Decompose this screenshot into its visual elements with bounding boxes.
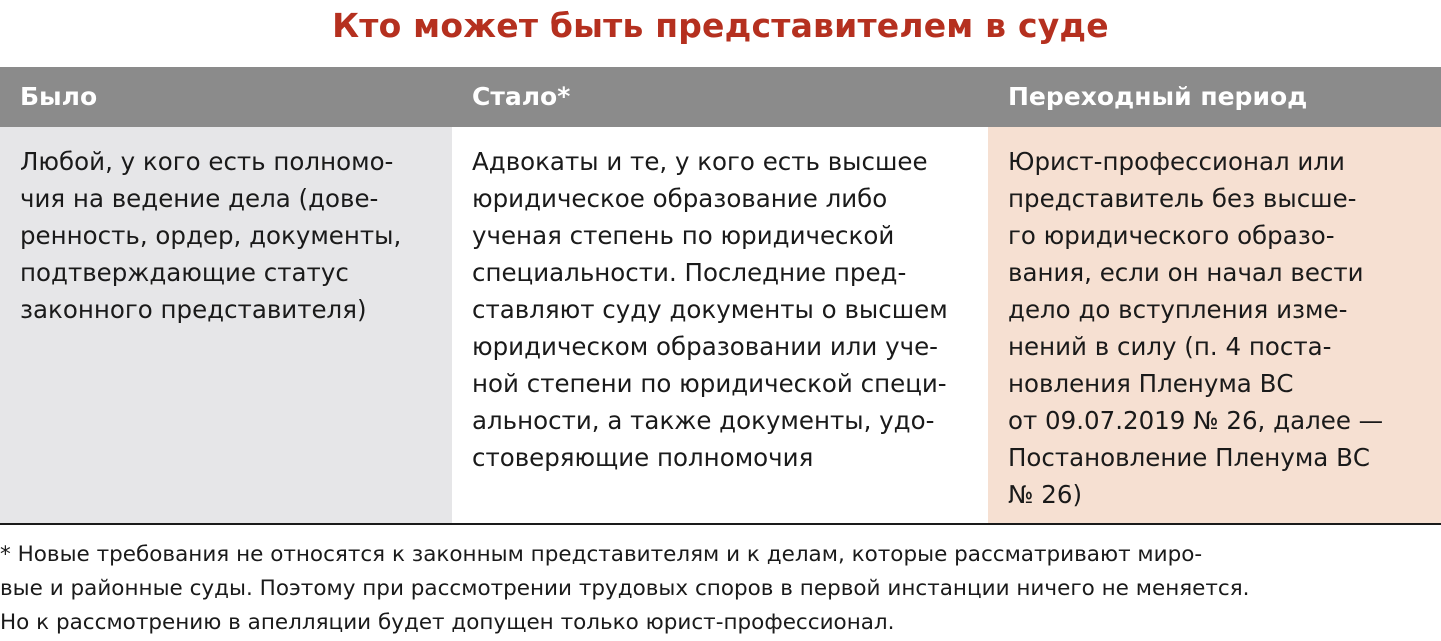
table-body-row	[0, 127, 1441, 524]
cell-after-text: Адвокаты и те, у кого есть высшее юридическое образование либо ученая степень по юридической специальности. Последние пред- ставляют суду документы о высшем юридическом образовании или уче- ной степени по юридической специ- альности, а также документы, удо- стоверяющие полномочия	[472, 147, 948, 472]
table-title: Кто может быть представителем в суде	[332, 6, 1109, 45]
cell-before-text: Любой, у кого есть полномо- чия на ведение дела (дове- ренность, ордер, документы, подтверждающие статус законного представителя)	[20, 147, 402, 324]
footnote: * Новые требования не относятся к законным представителям и к делам, которые рассматривают миро- вые и районные суды. Поэтому при рассмотрении трудовых споров в первой инстанции ничего не меняется. Но к рассмотрению в апелляции будет допущен только юрист-профессионал.	[0, 542, 1250, 635]
cell-before	[0, 127, 452, 524]
cell-after	[452, 127, 988, 524]
cell-transition-text: Юрист-профессионал или представитель без высше- го юридического образо- вания, если он начал вести дело до вступления изме- нений в силу (п. 4 поста- новления Пленума ВС от 09.07.2019 № 26, далее — Постановление Пленума ВС № 26)	[1008, 147, 1384, 509]
header-after: Стало*	[472, 82, 571, 111]
header-before: Было	[20, 82, 98, 111]
table-bottom-rule	[0, 523, 1441, 525]
cell-transition	[988, 127, 1441, 524]
header-transition: Переходный период	[1008, 82, 1308, 111]
comparison-table	[0, 67, 1441, 524]
table-header-row	[0, 67, 1441, 127]
